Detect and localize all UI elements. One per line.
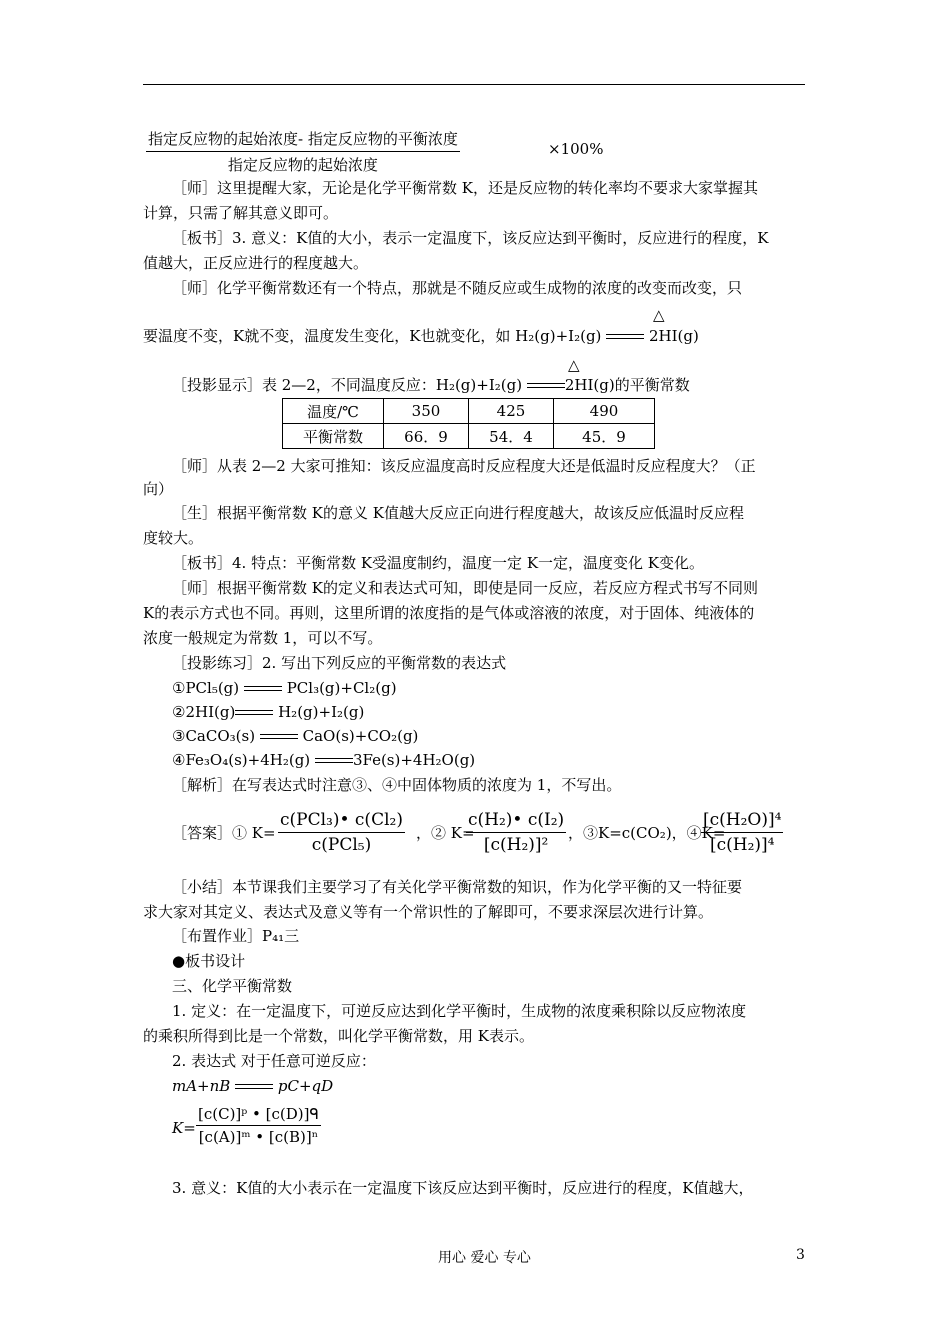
para-line: ［布置作业］P₄₁三	[172, 927, 300, 945]
reaction-4: ④Fe₃O₄(s)+4H₂(g) 3Fe(s)+4H₂O(g)	[172, 751, 476, 769]
equilibrium-arrow-icon	[244, 683, 282, 695]
table-cell: 温度/℃	[283, 399, 384, 424]
percent-factor: ×100%	[548, 140, 604, 158]
heat-symbol: △	[568, 356, 580, 374]
equilibrium-arrow-icon	[235, 1081, 273, 1093]
table-row	[283, 399, 655, 424]
answer-4-fraction	[701, 810, 783, 855]
general-k-fraction	[196, 1105, 321, 1146]
para-line: ［生］根据平衡常数 K的意义 K值越大反应正向进行程度越大，故该反应低温时反应程	[172, 504, 744, 522]
fraction-numerator: c(H₂)• c(I₂)	[466, 810, 566, 833]
para-line: ［解析］在写表达式时注意③、④中固体物质的浓度为 1，不写出。	[172, 776, 622, 794]
para-line: 计算，只需了解其意义即可。	[143, 204, 339, 222]
fraction-denominator: 指定反应物的起始浓度	[227, 156, 378, 174]
para-line: 值越大，正反应进行的程度越大。	[143, 254, 369, 272]
table-cell: 490	[554, 399, 655, 424]
para-line: ［投影显示］表 2—2，不同温度反应：H₂(g)+I₂(g) 2HI(g)的平衡常数	[172, 376, 690, 394]
answer-1-fraction	[278, 810, 405, 855]
answer-2-label: ，② K=	[416, 824, 475, 842]
para-line: 浓度一般规定为常数 1，可以不写。	[143, 629, 383, 647]
table-cell: 45．9	[554, 424, 655, 449]
fraction-numerator: [c(H₂O)]⁴	[701, 810, 783, 833]
fraction-numerator: [c(C)]ᵖ • [c(D)]ᑫ	[196, 1105, 321, 1126]
table-cell: 425	[469, 399, 554, 424]
para-line: 求大家对其定义、表达式及意义等有一个常识性的了解即可，不要求深层次进行计算。	[143, 903, 714, 921]
equilibrium-arrow-icon	[606, 331, 644, 343]
equilibrium-arrow-icon	[527, 380, 565, 392]
fraction-numerator: 指定反应物的起始浓度- 指定反应物的平衡浓度	[146, 128, 460, 152]
section-heading: ●板书设计	[172, 952, 246, 970]
para-line: ［板书］4. 特点：平衡常数 K受温度制约，温度一定 K一定，温度变化 K变化。	[172, 554, 705, 572]
reaction-3: ③CaCO₃(s) CaO(s)+CO₂(g)	[172, 727, 419, 745]
fraction-denominator: [c(H₂)]²	[483, 835, 549, 855]
para-line: 向）	[143, 480, 174, 498]
section-heading: 三、化学平衡常数	[172, 977, 293, 995]
para-line: ［师］这里提醒大家，无论是化学平衡常数 K，还是反应物的转化率均不要求大家掌握其	[172, 179, 758, 197]
reaction-2: ②2HI(g) H₂(g)+I₂(g)	[172, 703, 365, 721]
para-line: 的乘积所得到比是一个常数，叫化学平衡常数，用 K表示。	[143, 1027, 534, 1045]
para-line: 要温度不变，K就不变，温度发生变化，K也就变化，如 H₂(g)+I₂(g) 2HI(g)	[143, 327, 699, 345]
fraction-denominator: [c(A)]ᵐ • [c(B)]ⁿ	[198, 1128, 319, 1146]
header-rule	[143, 84, 805, 85]
fraction-numerator: c(PCl₃)• c(Cl₂)	[278, 810, 405, 833]
k-label: K=	[172, 1119, 196, 1137]
equilibrium-arrow-icon	[235, 707, 273, 719]
table-row	[283, 424, 655, 449]
equilibrium-arrow-icon	[315, 755, 353, 767]
reaction-1: ①PCl₅(g) PCl₃(g)+Cl₂(g)	[172, 679, 397, 697]
equilibrium-constant-table	[282, 398, 655, 449]
para-line: 3. 意义：K值的大小表示在一定温度下该反应达到平衡时，反应进行的程度，K值越大，	[172, 1179, 754, 1197]
page-number: 3	[796, 1247, 805, 1263]
para-line: ［师］化学平衡常数还有一个特点，那就是不随反应或生成物的浓度的改变而改变，只	[172, 279, 743, 297]
answer-2-fraction	[466, 810, 566, 855]
general-reaction: mA+nB pC+qD	[172, 1077, 334, 1095]
para-line: ［师］根据平衡常数 K的定义和表达式可知，即使是同一反应，若反应方程式书写不同则	[172, 579, 758, 597]
para-line: ［师］从表 2—2 大家可推知：该反应温度高时反应程度大还是低温时反应程度大？（正	[172, 457, 756, 475]
para-line: 2. 表达式 对于任意可逆反应：	[172, 1052, 376, 1070]
para-line: K的表示方式也不同。再则，这里所谓的浓度指的是气体或溶液的浓度，对于固体、纯液体的	[143, 604, 755, 622]
table-cell: 350	[384, 399, 469, 424]
fraction-denominator: c(PCl₅)	[311, 835, 372, 855]
conversion-fraction	[146, 128, 460, 175]
equilibrium-arrow-icon	[260, 731, 298, 743]
para-line: ［板书］3. 意义：K值的大小，表示一定温度下，该反应达到平衡时，反应进行的程度，K	[172, 229, 769, 247]
table-cell: 平衡常数	[283, 424, 384, 449]
page-footer: 用心 爱心 专心	[438, 1250, 531, 1266]
answer-3-label: ，③K=c(CO₂)，④K=	[568, 824, 726, 842]
heat-symbol: △	[653, 306, 665, 324]
para-line: ［小结］本节课我们主要学习了有关化学平衡常数的知识，作为化学平衡的又一特征要	[172, 878, 743, 896]
para-line: ［投影练习］2. 写出下列反应的平衡常数的表达式	[172, 654, 507, 672]
fraction-denominator: [c(H₂)]⁴	[709, 835, 775, 855]
answer-label: ［答案］① K=	[172, 824, 276, 842]
para-line: 1. 定义：在一定温度下，可逆反应达到化学平衡时，生成物的浓度乘积除以反应物浓度	[172, 1002, 747, 1020]
table-cell: 54．4	[469, 424, 554, 449]
table-cell: 66．9	[384, 424, 469, 449]
para-line: 度较大。	[143, 529, 204, 547]
